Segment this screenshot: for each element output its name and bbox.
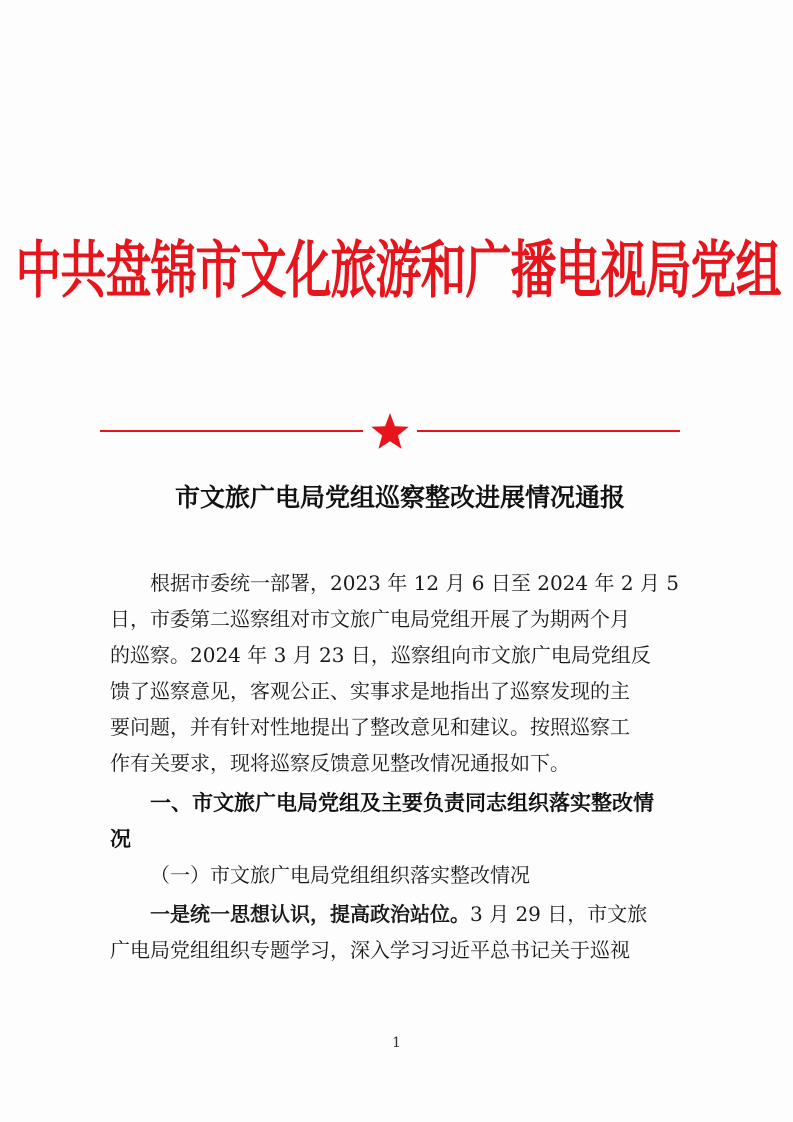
paragraph-line: 要问题，并有针对性地提出了整改意见和建议。按照巡察工 [110,715,630,739]
divider-line-right [417,430,680,432]
document-title: 市文旅广电局党组巡察整改进展情况通报 [174,483,625,512]
header-divider [100,411,680,451]
red-star-icon [370,411,410,451]
bold-lead-phrase: 一是统一思想认识，提高政治站位。 [150,902,470,926]
paragraph-line: 日，市委第二巡察组对市文旅广电局党组开展了为期两个月 [110,607,630,631]
paragraph-line: 馈了巡察意见，客观公正、实事求是地指出了巡察发现的主 [110,679,630,703]
paragraph-line: 广电局党组组织专题学习，深入学习习近平总书记关于巡视 [110,938,630,962]
section-heading-line: 一、市文旅广电局党组及主要负责同志组织落实整改情 [150,791,654,815]
paragraph-text: 3 月 29 日，市文旅 [470,902,648,926]
subsection-heading: （一）市文旅广电局党组组织落实整改情况 [150,863,530,887]
section-heading-line: 况 [110,827,131,851]
page-number: 1 [392,1035,401,1051]
paragraph-line: 根据市委统一部署，2023 年 12 月 6 日至 2024 年 2 月 5 [150,571,679,595]
paragraph-line: 的巡察。2024 年 3 月 23 日，巡察组向市文旅广电局党组反 [110,643,651,667]
paragraph-line: 作有关要求，现将巡察反馈意见整改情况通报如下。 [110,751,570,775]
red-header-org-name: 中共盘锦市文化旅游和广播电视局党组 [15,233,781,307]
paragraph-line [110,896,690,932]
divider-line-left [100,430,363,432]
